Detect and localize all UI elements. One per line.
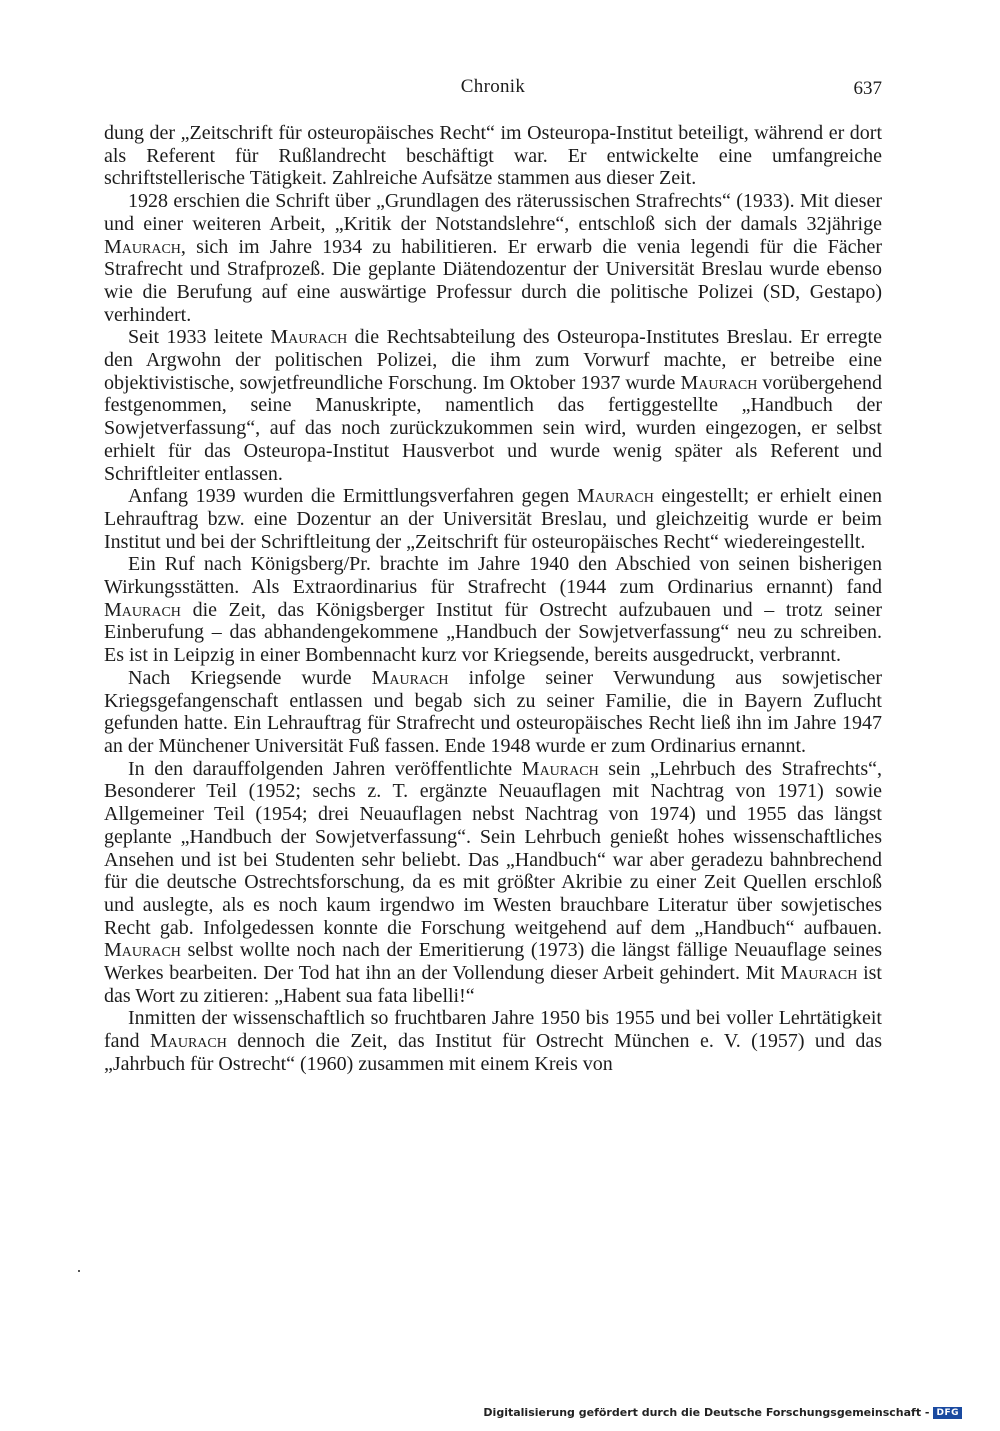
author-name-smallcaps: Maurach bbox=[780, 962, 858, 985]
dfg-logo: DFG bbox=[933, 1407, 962, 1419]
text-run: dung der „Zeitschrift für osteuropäisches Recht“ im Osteuropa-Institut beteiligt, während er dort als Referent für Rußlandrecht beschäftigt war. Er entwickelte eine umfangreiche schriftstellerische Tätigkeit. Zahlreiche Aufsätze stammen aus dieser Zeit. bbox=[104, 122, 882, 190]
text-run: ist das Wort zu zitieren: „Habent sua fata libelli!“ bbox=[104, 962, 882, 1007]
author-name-smallcaps: Maurach bbox=[521, 757, 599, 780]
text-run: sein „Lehrbuch des Strafrechts“, Besonderer Teil (1952; sechs z. T. ergänzte Neuauflagen mit Nachtrag von 1971) sowie Allgemeiner Teil (1954; drei Neuauflagen nebst Nachtrag von 1974) und 1955 das längst geplante „Handbuch der Sowjetverfassung“. Sein Lehrbuch genießt hohes wissenschaftliches Ansehen und ist bei Studenten sehr beliebt. Das „Handbuch“ war aber geradezu bahnbrechend für die deutsche Ostrechtsforschung, da es mit größter Akribie zu einer Zeit Quellen erschloß und auslegte, als es noch kaum irgendwo im Westen brauchbare Literatur über sowjetisches Recht gab. Infolgedessen konnte die Forschung weitgehend auf dem „Handbuch“ aufbauen. bbox=[104, 757, 882, 939]
scan-speck bbox=[78, 1270, 80, 1272]
digitization-credit bbox=[483, 1406, 962, 1419]
author-name-smallcaps: Maurach bbox=[149, 1030, 227, 1053]
author-name-smallcaps: Maurach bbox=[576, 485, 654, 508]
paragraph bbox=[104, 1007, 882, 1075]
text-run: selbst wollte noch nach der Emeritierung (1973) die längst fällige Neuauflage seines Werkes bearbeiten. Der Tod hat ihn an der Vollendung dieser Arbeit gehindert. Mit bbox=[104, 939, 882, 985]
text-run: dennoch die Zeit, das Institut für Ostrecht München e. V. (1957) und das „Jahrbuch für Ostrecht“ (1960) zusammen mit einem Kreis von bbox=[104, 1030, 882, 1075]
text-run: , sich im Jahre 1934 zu habilitieren. Er erwarb die venia legendi für die Fächer Strafrecht und Strafprozeß. Die geplante Diätendozentur der Universität Breslau wurde ebenso wie die Berufung auf eine auswärtige Professur durch die politische Polizei (SD, Gestapo) verhindert. bbox=[104, 235, 882, 326]
author-name-smallcaps: Maurach bbox=[104, 598, 181, 621]
credit-text: Digitalisierung gefördert durch die Deutsche Forschungsgemeinschaft - bbox=[483, 1406, 930, 1419]
paragraph bbox=[104, 667, 882, 758]
text-run: 1928 erschien die Schrift über „Grundlagen des räterussischen Strafrechts“ (1933). Mit dieser und einer weiteren Arbeit, „Kritik der Notstandslehre“, entschloß sich der damals 32jährige bbox=[104, 190, 882, 235]
author-name-smallcaps: Maurach bbox=[680, 371, 758, 394]
author-name-smallcaps: Maurach bbox=[270, 326, 348, 349]
article-body bbox=[104, 122, 882, 1076]
text-run: Anfang 1939 wurden die Ermittlungsverfahren gegen bbox=[128, 485, 577, 508]
paragraph bbox=[104, 485, 882, 553]
text-run: Ein Ruf nach Königsberg/Pr. brachte im Jahre 1940 den Abschied von seinen bisherigen Wirkungsstätten. Als Extraordinarius für Strafrecht (1944 zum Ordinarius ernannt) fand bbox=[104, 553, 882, 599]
text-run: infolge seiner Verwundung aus sowjetischer Kriegsgefangenschaft entlassen und begab sich zu seiner Familie, die in Bayern Zuflucht gefunden hatte. Ein Lehrauftrag für Strafrecht und osteuropäisches Recht ließ ihn im Jahre 1947 an der Münchener Universität Fuß fassen. Ende 1948 wurde er zum Ordinarius ernannt. bbox=[104, 666, 882, 757]
text-run: die Zeit, das Königsberger Institut für Ostrecht aufzubauen und – trotz seiner Einberufung – das abhandengekommene „Handbuch der Sowjetverfassung“ neu zu schreiben. Es ist in Leipzig in einer Bombennacht kurz vor Kriegsende, bereits ausgedruckt, verbrannt. bbox=[104, 598, 882, 667]
running-title: Chronik bbox=[460, 76, 526, 97]
author-name-smallcaps: Maurach bbox=[104, 939, 181, 962]
text-run: eingestellt; er erhielt einen Lehrauftrag bzw. eine Dozentur an der Universität Breslau, und gleichzeitig wurde er beim Institut und bei der Schriftleitung der „Zeitschrift für osteuropäisches Recht“ wiedereingestellt. bbox=[104, 485, 883, 553]
paragraph bbox=[104, 190, 882, 326]
text-run: Nach Kriegsende wurde bbox=[128, 666, 372, 689]
page-number: 637 bbox=[853, 78, 882, 99]
author-name-smallcaps: Maurach bbox=[104, 235, 181, 258]
text-run: vorübergehend festgenommen, seine Manuskripte, namentlich das fertiggestellte „Handbuch der Sowjetverfassung“, auf das noch zurückzukommen sein wird, wurden eingezogen, er selbst erhielt für das Osteuropa-Institut Hausverbot und wurde wenig später als Referent und Schriftleiter entlassen. bbox=[104, 371, 882, 485]
paragraph bbox=[104, 758, 882, 1008]
author-name-smallcaps: Maurach bbox=[371, 666, 449, 689]
paragraph bbox=[104, 326, 882, 485]
text-run: Inmitten der wissenschaftlich so fruchtbaren Jahre 1950 bis 1955 und bei voller Lehrtätigkeit fand bbox=[104, 1007, 882, 1053]
text-run: Seit 1933 leitete bbox=[128, 326, 271, 349]
text-run: In den darauffolgenden Jahren veröffentlichte bbox=[128, 757, 522, 780]
running-head bbox=[104, 76, 882, 106]
text-run: die Rechtsabteilung des Osteuropa-Institutes Breslau. Er erregte den Argwohn der politischen Polizei, die ihm zum Vorwurf machte, er betreibe eine objektivistische, sowjetfreundliche Forschung. Im Oktober 1937 wurde bbox=[104, 326, 882, 394]
paragraph bbox=[104, 553, 882, 667]
paragraph-continued bbox=[104, 122, 882, 190]
